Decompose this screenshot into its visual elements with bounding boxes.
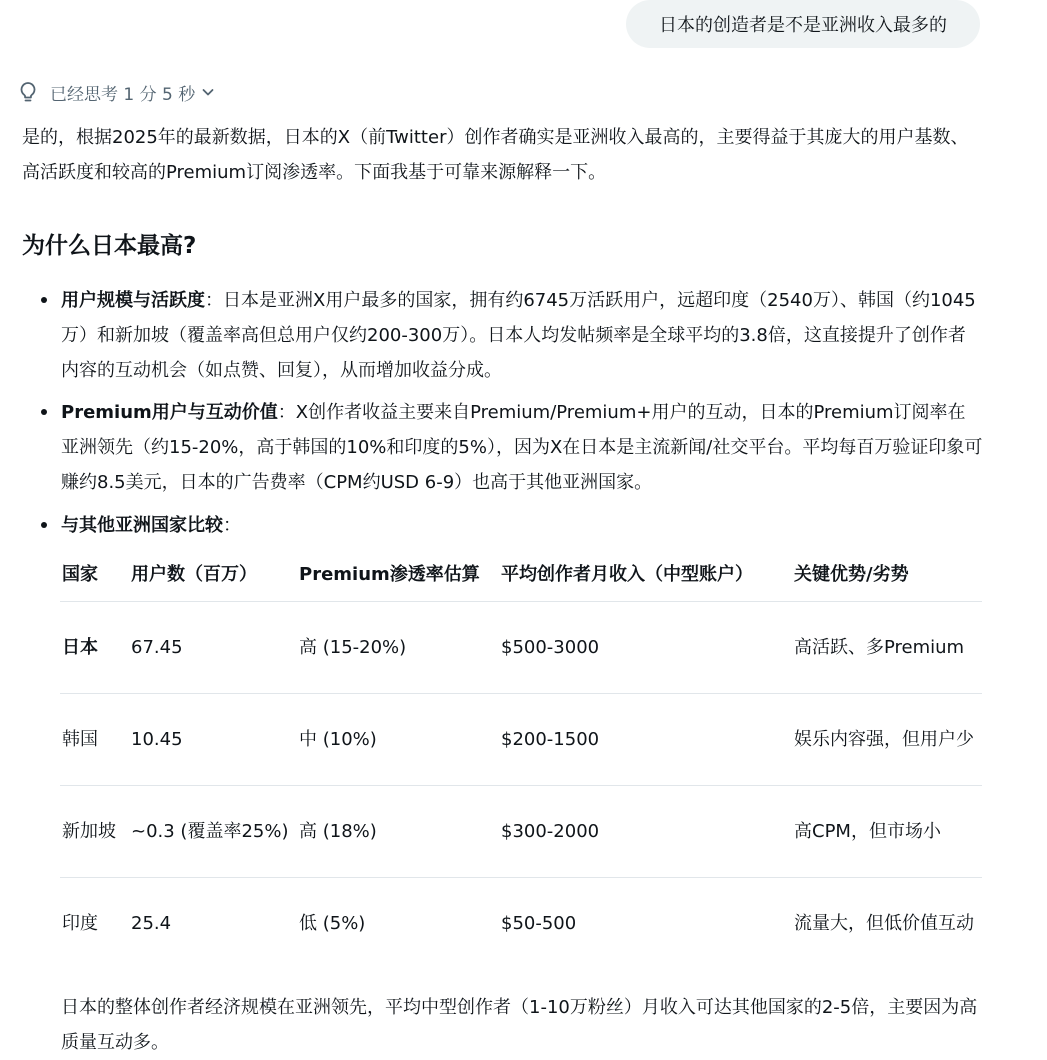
table-cell: $200-1500 bbox=[499, 694, 792, 786]
column-header: 用户数（百万） bbox=[129, 545, 297, 602]
bullet-text: ：日本是亚洲X用户最多的国家，拥有约6745万活跃用户，远超印度（2540万）、韩国（约1045万）和新加坡（覆盖率高但总用户仅约200-300万）。日本人均发帖频率是全球平均的3.8倍，这直接提升了创作者内容的互动机会（如点赞、回复），从而增加收益分成。 bbox=[61, 290, 976, 381]
column-header: 关键优势/劣势 bbox=[792, 545, 982, 602]
table-row bbox=[60, 878, 982, 970]
table-row bbox=[60, 786, 982, 878]
user-message-bubble bbox=[626, 0, 980, 48]
table-cell: 高 (18%) bbox=[297, 786, 499, 878]
bullet-item bbox=[61, 395, 983, 500]
table-row bbox=[60, 602, 982, 694]
chevron-down-icon bbox=[201, 85, 215, 99]
comparison-table bbox=[60, 545, 982, 969]
country-cell: 日本 bbox=[60, 602, 129, 694]
user-message-text: 日本的创造者是不是亚洲收入最多的 bbox=[659, 15, 947, 36]
country-cell: 新加坡 bbox=[60, 786, 129, 878]
table-cell: 高活跃、多Premium bbox=[792, 602, 982, 694]
table-header-row bbox=[60, 545, 982, 602]
table-cell: $50-500 bbox=[501, 913, 577, 934]
country-cell: 印度 bbox=[62, 913, 98, 934]
table-row bbox=[60, 694, 982, 786]
bullet-text: ：X创作者收益主要来自Premium/Premium+用户的互动，日本的Premium订阅率在亚洲领先（约15-20%，高于韩国的10%和印度的5%），因为X在日本是主流新闻/社交平台。平均每百万验证印象可赚约8.5美元，日本的广告费率（CPM约USD 6-9）也高于其他亚洲国家。 bbox=[61, 402, 983, 493]
table-cell: 25.4 bbox=[131, 913, 172, 934]
column-header: Premium渗透率估算 bbox=[297, 545, 499, 602]
answer-outro: 日本的整体创作者经济规模在亚洲领先，平均中型创作者（1-10万粉丝）月收入可达其他国家的2-5倍，主要因为高质量互动多。 bbox=[61, 997, 978, 1053]
table-cell: 娱乐内容强，但用户少 bbox=[792, 694, 982, 786]
bullet-title: 与其他亚洲国家比较 bbox=[61, 515, 223, 536]
bullet-text: ： bbox=[223, 515, 241, 536]
column-header: 平均创作者月收入（中型账户） bbox=[499, 545, 792, 602]
answer-intro: 是的，根据2025年的最新数据，日本的X（前Twitter）创作者确实是亚洲收入最高的，主要得益于其庞大的用户基数、高活跃度和较高的Premium订阅渗透率。下面我基于可靠来源解释一下。 bbox=[22, 127, 969, 183]
thought-label: 已经思考 1 分 5 秒 bbox=[50, 84, 196, 105]
thought-toggle[interactable] bbox=[18, 78, 215, 106]
country-cell: 韩国 bbox=[60, 694, 129, 786]
table-cell: 流量大，但低价值互动 bbox=[794, 913, 974, 934]
table-cell: 高CPM，但市场小 bbox=[792, 786, 982, 878]
table-cell: 10.45 bbox=[129, 694, 297, 786]
bullet-title: Premium用户与互动价值 bbox=[61, 402, 278, 423]
column-header: 国家 bbox=[60, 545, 129, 602]
section-heading: 为什么日本最高? bbox=[22, 233, 197, 259]
table-cell: 67.45 bbox=[129, 602, 297, 694]
table-cell: ~0.3 (覆盖率25%) bbox=[129, 786, 297, 878]
bullet-item bbox=[61, 508, 983, 543]
lightbulb-icon bbox=[18, 81, 38, 103]
table-cell: 高 (15-20%) bbox=[297, 602, 499, 694]
table-cell: 中 (10%) bbox=[297, 694, 499, 786]
bullet-item bbox=[61, 283, 983, 388]
table-cell: 低 (5%) bbox=[299, 913, 366, 934]
bullet-title: 用户规模与活跃度 bbox=[61, 290, 205, 311]
table-cell: $300-2000 bbox=[499, 786, 792, 878]
table-cell: $500-3000 bbox=[499, 602, 792, 694]
